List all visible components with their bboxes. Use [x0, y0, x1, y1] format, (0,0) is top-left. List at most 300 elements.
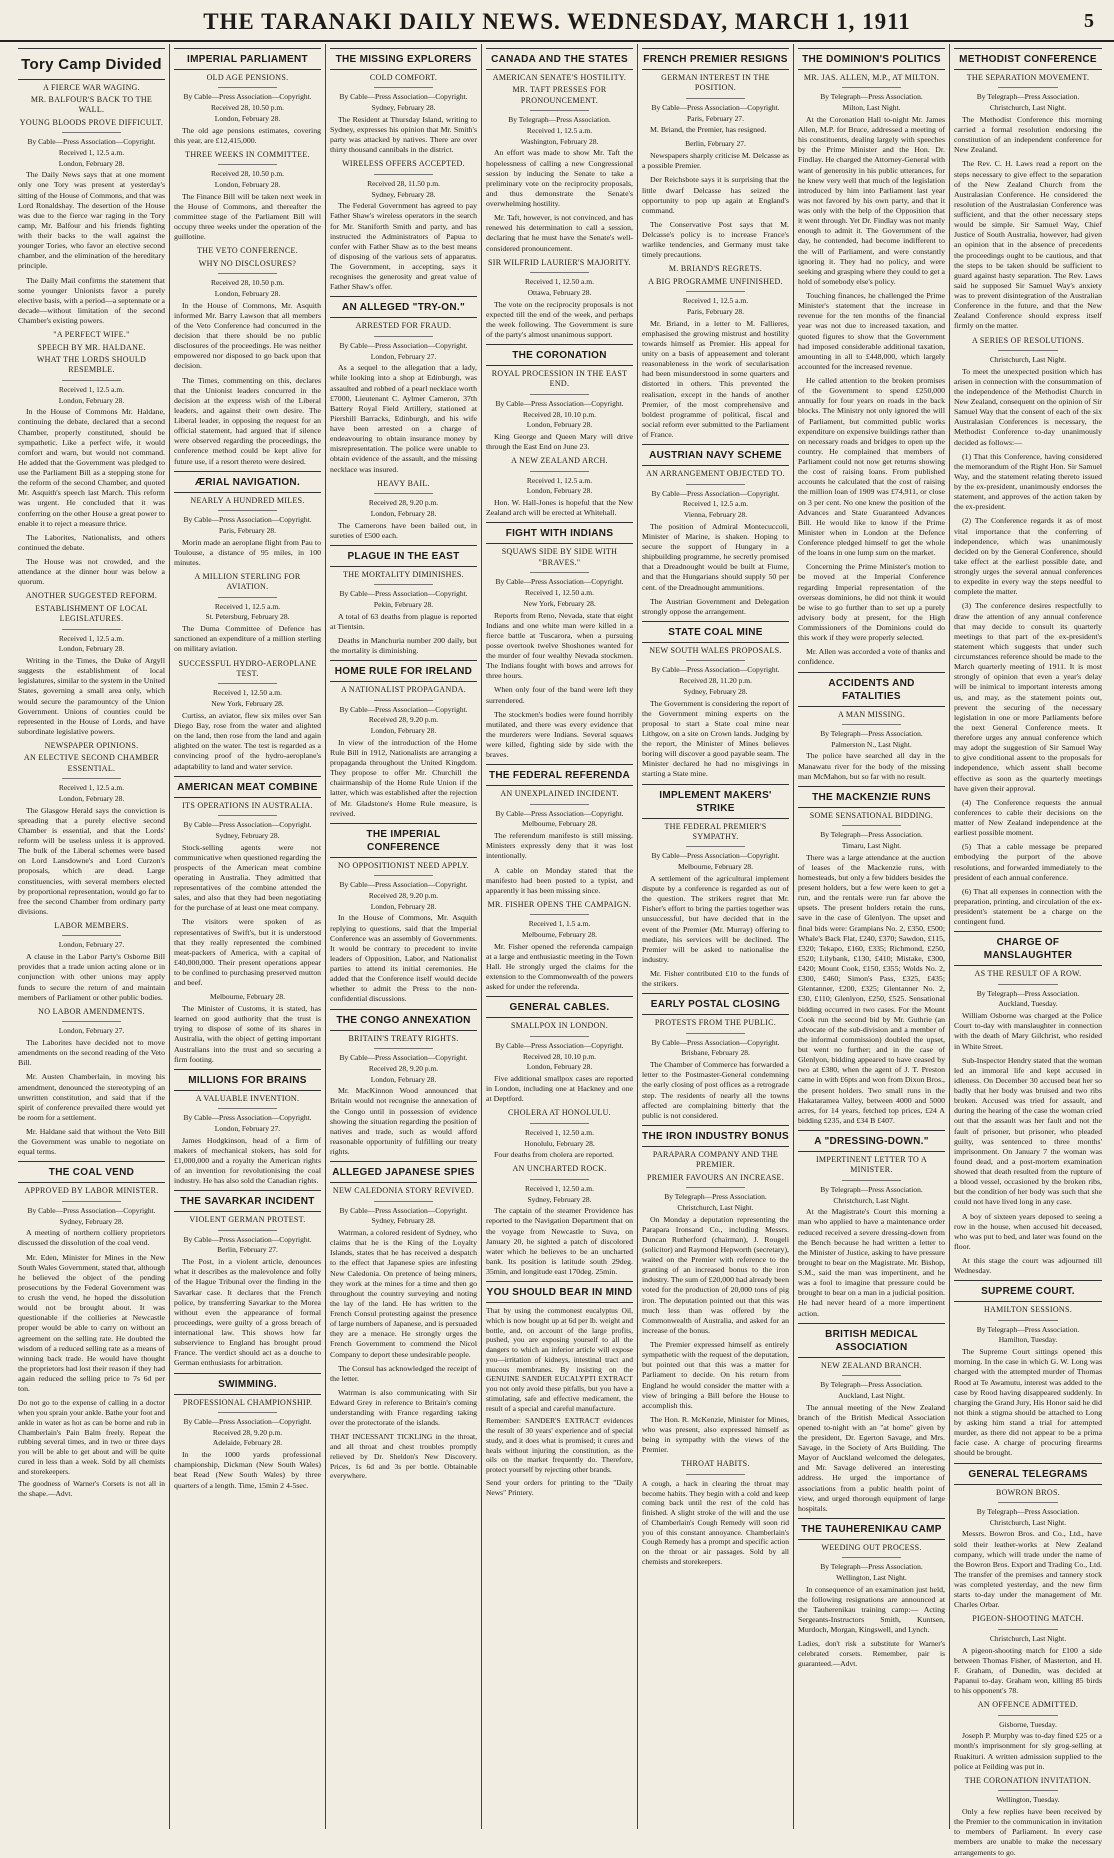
- story-paragraph: Mr. Haldane said that without the Veto Bill the Government was unable to negotiate on equal terms.: [18, 1127, 165, 1157]
- dateline: Sydney, February 28.: [215, 830, 280, 840]
- dateline: Ottawa, February 28.: [527, 287, 592, 297]
- dateline: By Telegraph—Press Association.: [820, 1184, 923, 1194]
- subheading: ANOTHER SUGGESTED REFORM.: [25, 591, 158, 601]
- dateline: By Cable—Press Association—Copyright.: [183, 1416, 312, 1426]
- dateline: London, February 27.: [214, 1123, 281, 1133]
- divider: [530, 1179, 589, 1180]
- story-paragraph: At this stage the court was adjourned till Wednesday.: [954, 1256, 1102, 1276]
- section-heading: AMERICAN MEAT COMBINE: [174, 776, 321, 798]
- subheading: SPEECH BY MR. HALDANE.: [37, 342, 146, 352]
- dateline: London, February 28.: [58, 793, 125, 803]
- story-paragraph: The Rev. C. H. Laws read a report on the steps necessary to give effect to the separation of the New Zealand Church from the Australasian Conference. He considered the resolution of the Australasian Conference was sufficient, and that the other necessary steps would be simple. Sir Samuel Way, Chief Justice of South Australia, however, had given an opinion that in the absence of precedents the proceedings ought to be cautious, and that the steps to be taken should be sufficient to guard against hasty separation. The Rev. Laws said he supposed Sir Samuel Way's anxiety was to prevent disintegration of the Australian Conference in the future, and that the New Zealand Conference should express itself firmly on the matter.: [954, 159, 1102, 331]
- section-heading: EARLY POSTAL CLOSING: [642, 993, 789, 1015]
- story-paragraph: The vote on the reciprocity proposals is not expected till the end of the week, and perhaps the week following. The Government is sure of the party's almost unanimous support.: [486, 299, 633, 339]
- story-paragraph: The Federal Government has agreed to pay Father Shaw's wireless operators in the search for Mr. Staniforth Smith and party, and has instructed the Administrators of Papua to confer with Father Shaw as to the best means of disposing of the various sets of apparatus. The Government, in accepting, says it recognises the generosity and great value of Father Shaw's offer.: [330, 201, 477, 292]
- dateline: Received 28, 10.50 p.m.: [210, 278, 285, 288]
- story-paragraph: The Chamber of Commerce has forwarded a letter to the Postmaster-General condemning the early closing of post offices as a retrograde step. The residents of nearly all the towns affected are complaining bitterly that the public is not considered.: [642, 1060, 789, 1120]
- dateline: Auckland, Tuesday.: [998, 999, 1058, 1009]
- divider: [530, 272, 589, 273]
- dateline: By Telegraph—Press Association.: [976, 92, 1080, 102]
- story-paragraph: King George and Queen Mary will drive through the East End on June 23.: [486, 432, 633, 452]
- story-paragraph: A total of 63 deaths from plague is reported at Tientsin.: [330, 611, 477, 631]
- dateline: By Cable—Press Association—Copyright.: [495, 808, 624, 818]
- story-paragraph: In the House of Commons, Mr. Asquith replying to questions, said that the Imperial Conference was an assembly of Governments. It would be contrary to precedent to invite leaders of Opposition, Labor, and Nationalist parties to attend its initial ceremonies. He added that the Conference itself would decide whether to admit the Press to the non-confidential discussions.: [330, 913, 477, 1004]
- dateline: Sydney, February 28.: [59, 1216, 124, 1226]
- story-paragraph: Touching finances, he challenged the Prime Minister's statement that the increase in revenue for the ten months of the financial year was not due to increased taxation, and quoted figures to show that the Government had imposed considerable additional taxation, amounting in all to £448,000, which largely accounted for the increased revenue.: [798, 291, 945, 371]
- subheading: A NATIONALIST PROPAGANDA.: [340, 685, 467, 695]
- subheading: SOME SENSATIONAL BIDDING.: [809, 810, 934, 820]
- subheading: THE VETO CONFERENCE.: [196, 246, 299, 256]
- story-paragraph: The Conservative Post says that M. Delcasse's policy is to increase France's warlike tendencies, and Germany must take timely precautions.: [642, 219, 789, 260]
- dateline: By Telegraph—Press Association.: [508, 115, 611, 125]
- subheading: THROAT HABITS.: [681, 1459, 750, 1469]
- section-heading: THE MISSING EXPLORERS: [330, 48, 477, 70]
- story-paragraph: (1) That this Conference, having considered the memorandum of the Right Hon. Sir Samuel Way, and the statement relating thereto issued by the ex-president, unanimously endorses the statement, and approves of the action taken by the ex-president.: [954, 451, 1102, 512]
- story-paragraph: In view of the introduction of the Home Rule Bill in 1912, Nationalists are arranging a propaganda throughout the United Kingdom. They propose to offer Mr. Churchill the chairmanship of the Home Rule Union if the latter, which was established after the rejection of Mr. Gladstone's Home Rule measure, is revived.: [330, 737, 477, 818]
- subheading: ARRESTED FOR FRAUD.: [355, 321, 452, 331]
- divider: [62, 1201, 121, 1202]
- story-paragraph: A clause in the Labor Party's Osborne Bill provides that a trade union acting alone or in conjunction with other unions may apply funds to secure the return of and maintain members of Parliament or other public bodies.: [18, 952, 165, 1002]
- section-heading: ACCIDENTS AND FATALITIES: [798, 672, 945, 707]
- section-heading: MILLIONS FOR BRAINS: [174, 1069, 321, 1091]
- story-paragraph: There was a large attendance at the auction of leases of the Mackenzie runs, with homesteads, but only a few bidders besides the present holders, but a few were keen to get a run, and the rentals were run far above the upsets. The present holders retain the runs, save in the case of Glenlyon. The upset and final bids were: Grampians No. 2, £350, £500; Whale's Back Flat, £240, £370; Sawdon, £115, £320; Tekapo, £160, £335; Richmond, £250, £520; Lilybank, £130, £410; Mistake, £300, £420; Mount Cook, £150, £355; Wolds No. 2, £300, £460; Simon's Pass, £325, £435; Glentanner, £200, £325; Glentanner No. 2, £30, £110; Glenlyon, £250, £525. Sensational bidding occurred in two cases. For the Mount Cook run the second bid by Mr. Guthrie (an advocate of the sub-division and a member of the informal commission) doubled the upset, but went no further; and in the case of Glenlyon, bidding appeared to have ceased by two at £380, when the agent of J. T. Preston came in with £6pts and won from Dixon Bros., the present holders. Two small runs in the Hakataramea Valley, between 4000 and 5000 acres, for 14 years, fetched top prices, £24 A bidding £235, and £34 B £407.: [798, 852, 945, 1125]
- dateline: By Telegraph—Press Association.: [820, 1380, 923, 1390]
- divider: [218, 597, 277, 598]
- advertisement: That by using the commonest eucalyptus Oil, which is now bought up at 6d per lb. weight and bottle, and, on account of the large profits, pushed, you are exposing yourself to all the dangers to which an inferior article will expose you—irritation of kidneys, intestinal tract and mucous membranes. By insisting on the GENUINE SANDER EUCALYPTI EXTRACT you not only avoid these pitfalls, but you have a stimulating, safe and effective medicament, the result of a special and careful manufacture.: [486, 1306, 633, 1413]
- story-paragraph: Mr. MacKinnon Wood announced that Britain would not recognise the annexation of the Congo until in possession of evidence showing the situation regarding the position of natives and trade, such as would afford reasonable opportunity of fulfilling our treaty rights.: [330, 1086, 477, 1156]
- story-paragraph: (3) The conference desires respectfully to draw the attention of any annual conference that may decide to consult its quarterly meetings to that part of the ex-president's statement which suggests that under such circumstances reference should be made to the March quarterly meeting of 1911. It is most strongly of opinion that even a year's delay will be inimical to important interests among us, and may, as the statement points out, prevent the securing of the necessary legislation in one or more Parliaments before the next General Conference meets. It therefore urges any annual conference which may adopt the suggestion of Sir Samuel Way to give conditional assent to the proposals for independence, which assent shall become effective as soon as the quarterly meetings have given their approval.: [954, 601, 1102, 793]
- dateline: Received 28, 9.20 p.m.: [212, 1427, 283, 1437]
- section-heading: THE CORONATION: [486, 344, 633, 366]
- story-paragraph: William Osborne was charged at the Police Court to-day with manslaughter in connection with the death of Mary Gilchrist, who resided in White Street.: [954, 1011, 1102, 1051]
- dateline: By Cable—Press Association—Copyright.: [339, 92, 468, 102]
- section-heading: SUPREME COURT.: [954, 1280, 1102, 1302]
- dateline: Timaru, Last Night.: [841, 840, 902, 850]
- news-column: [638, 44, 794, 1829]
- section-heading: AN ALLEGED "TRY-ON.": [330, 296, 477, 318]
- subheading: NO LABOR AMENDMENTS.: [38, 1006, 145, 1016]
- story-paragraph: Concerning the Prime Minister's motion to be moved at the Imperial Conference regarding Imperial representation of the overseas dominions, he did not think it would be wise to go further than to set up a purely advisory body at present, for the High Commissioners of the Dominions could do this work if they were properly selected.: [798, 562, 945, 643]
- section-heading: AUSTRIAN NAVY SCHEME: [642, 444, 789, 466]
- divider: [218, 815, 277, 816]
- news-column: [794, 44, 950, 1829]
- dateline: Received 28, 9.20 p.m.: [368, 890, 439, 900]
- section-heading: THE COAL VEND: [18, 1161, 165, 1183]
- dateline: Received 1, 12.5 a.m.: [58, 783, 125, 793]
- subheading: VIOLENT GERMAN PROTEST.: [189, 1215, 306, 1225]
- story-paragraph: Deaths in Manchuria number 200 daily, but the mortality is diminishing.: [330, 635, 477, 656]
- story-paragraph: Four deaths from cholera are reported.: [494, 1150, 614, 1160]
- subheading: PIGEON-SHOOTING MATCH.: [972, 1614, 1084, 1624]
- story-paragraph: The visitors were spoken of as representatives of Swift's, but it is understood that they really represented the combined meat-packers of America, with a capital of £40,000,000. Their present operations appear to be confined to purchasing preserved mutton and beef.: [174, 917, 321, 988]
- section-heading: ÆRIAL NAVIGATION.: [174, 471, 321, 493]
- story-paragraph: (2) The Conference regards it as of most vital importance that the conferring of independence, which was unanimously decided on by the General Conference, should take effect at the earliest possible date, and strongly urges the several annual conferences to expedite in every way the steps needful to complete the matter.: [954, 516, 1102, 597]
- advertisement: Ladies, don't risk a substitute for Warner's celebrated corsets. Remember, pair is guaranteed.—Advt.: [798, 1639, 945, 1668]
- divider: [374, 875, 433, 876]
- subheading: "A PERFECT WIFE.": [53, 330, 130, 340]
- divider: [686, 660, 745, 661]
- story-paragraph: Newspapers sharply criticise M. Delcasse as a possible Premier.: [642, 151, 789, 171]
- dateline: By Cable—Press Association—Copyright.: [651, 851, 780, 861]
- subheading: PROTESTS FROM THE PUBLIC.: [654, 1018, 777, 1028]
- story-paragraph: The stockmen's bodies were found horribly mutilated, and there was every evidence that the murderers were Indians. Several squaws were killed, fighting side by side with the braves.: [486, 709, 633, 760]
- dateline: London, February 28.: [370, 726, 437, 736]
- dateline: Received 1, 12.50 a.m.: [213, 688, 282, 698]
- subheading: THREE WEEKS IN COMMITTEE.: [185, 149, 310, 159]
- divider: [842, 1557, 901, 1558]
- story-paragraph: The Consul has acknowledged the receipt of the letter.: [330, 1363, 477, 1383]
- dateline: By Cable—Press Association—Copyright.: [339, 880, 468, 890]
- dateline: By Cable—Press Association—Copyright.: [495, 577, 624, 587]
- dateline: By Cable—Press Association—Copyright.: [339, 704, 468, 714]
- dateline: By Cable—Press Association—Copyright.: [495, 398, 624, 408]
- dateline: By Cable—Press Association—Copyright.: [27, 1205, 156, 1215]
- divider: [218, 164, 277, 165]
- story-paragraph: In the 1000 yards professional championship, Dickman (New South Wales) beat Read (New South Wales) by three quarters of a length. Time, 15min 2 4-5sec.: [174, 1450, 321, 1490]
- subheading: NEARLY A HUNDRED MILES.: [190, 495, 305, 505]
- divider: [374, 493, 433, 494]
- subheading: NO OPPOSITIONIST NEED APPLY.: [338, 860, 469, 870]
- section-heading: SWIMMING.: [174, 1373, 321, 1395]
- subheading: ESTABLISHMENT OF LOCAL LEGISLATURES.: [35, 603, 148, 624]
- dateline: By Cable—Press Association—Copyright.: [339, 589, 468, 599]
- dateline: London, February 28.: [214, 113, 281, 123]
- dateline: Christchurch, Last Night.: [989, 1633, 1067, 1643]
- subheading: AN UNCHARTED ROCK.: [512, 1164, 607, 1174]
- subheading: APPROVED BY LABOR MINISTER.: [24, 1186, 159, 1196]
- story-paragraph: A settlement of the agricultural implement dispute by a conference is regarded as out of the question. The strikers regret that Mr. Fisher's effort to bring the parties together was unsuccessful, but have decided that in the event of the Premier (Mr. Murray) offering to mediate, his services will be declined. The Premier will be asked to nationalise the industry.: [642, 873, 789, 964]
- dateline: By Cable—Press Association—Copyright.: [183, 1113, 312, 1123]
- dateline: Melbourne, February 28.: [678, 862, 753, 872]
- dateline: Hamilton, Tuesday.: [998, 1335, 1058, 1345]
- dateline: Christchurch, Last Night.: [677, 1202, 754, 1212]
- dateline: By Telegraph—Press Association.: [976, 1324, 1080, 1334]
- story-paragraph: The Resident at Thursday Island, writing to Sydney, expresses his opinion that Mr. Smith's party was attacked by natives. There are over thirty thousand cannibals in the district.: [330, 114, 477, 155]
- dateline: Wellington, Tuesday.: [996, 1795, 1060, 1805]
- story-paragraph: The Post, in a violent article, denounces what it describes as the malevolence and folly of the Hague Tribunal over the finding in the Savarkar case. It declares that the French police, by transferring Savarkar to the Morea without even the appearance of formal proceedings, were guilty of a gross breach of international law. This shows how far subservience to England has brought proud France. The verdict should act as a douche to German enthusiasts for arbitration.: [174, 1257, 321, 1368]
- dateline: Palmerston N., Last Night.: [831, 739, 912, 749]
- subheading: THE CORONATION INVITATION.: [964, 1775, 1092, 1785]
- subheading: A VALUABLE INVENTION.: [195, 1093, 300, 1103]
- divider: [686, 846, 745, 847]
- section-heading: PLAGUE IN THE EAST: [330, 545, 477, 567]
- subheading: AN OFFENCE ADMITTED.: [977, 1700, 1079, 1710]
- story-paragraph: Hon. W. Hall-Jones is hopeful that the New Zealand arch will be erected at Whitehall.: [486, 498, 633, 518]
- dateline: By Cable—Press Association—Copyright.: [651, 102, 780, 112]
- subheading: AN ARRANGEMENT OBJECTED TO.: [646, 469, 785, 479]
- dateline: Received 28, 10.50 p.m.: [210, 169, 285, 179]
- section-heading: STATE COAL MINE: [642, 621, 789, 643]
- dateline: Received 1, 12.50 a.m.: [525, 277, 594, 287]
- subheading: AS THE RESULT OF A ROW.: [974, 969, 1082, 979]
- advertisement: Do not go to the expense of calling in a doctor when you sprain your ankle. Bathe your foot and ankle in water as hot as can be borne and rub in Chamberlain's Pain Balm freely. Repeat the rubbing several times, and in two or three days you will be able to get about and will be quite cured in less than a week. Sold by all chemists and storekeepers.: [18, 1398, 165, 1476]
- dateline: Received 1, 12.5 a.m.: [526, 125, 593, 135]
- story-paragraph: Mr. Briand, in a letter to M. Fallieres, emphasised the growing mistrust and hostility towards himself as Premier. His appeal for unity on a basis of appeasement and tolerant reasonableness in the work of secularisation had been misunderstood in some quarters and distorted in others. This prevented the realisation, except in the hands of another Premier, of the most comprehensive and boldest programme of political, fiscal and social reform ever submitted to the Parliament of France.: [642, 318, 789, 440]
- subheading: GERMAN INTEREST IN THE POSITION.: [661, 73, 770, 93]
- story-paragraph: The police have searched all day in the Manawatu river for the body of the missing man McMahon, but so far with no result.: [798, 751, 945, 781]
- story-paragraph: In the House of Commons, Mr. Asquith informed Mr. Barry Lawson that all members of the Veto Conference had concurred in the decision that there should be no public disclosures of the proceedings. He was neither empowered nor disposed to go back upon that decision.: [174, 300, 321, 371]
- story-paragraph: At the Magistrate's Court this morning a man who applied to have a maintenance order reduced received a severe dressing-down from the Bench because he had written a letter to the Minister of Justice, asking to have pressure brought to bear on the Magistrate. Mr. Bishop, S.M., said the man was impertinent, and he was a fool to imagine that pressure could be brought to bear on a man in a judicial position. He had never heard of a more impertinent action.: [798, 1207, 945, 1318]
- subheading: SIR WILFRID LAURIER'S MAJORITY.: [488, 257, 631, 267]
- subheading: ROYAL PROCESSION IN THE EAST END.: [491, 369, 628, 389]
- dateline: London, February 27.: [58, 940, 125, 950]
- dateline: By Cable—Press Association—Copyright.: [495, 1040, 624, 1050]
- section-heading: THE IMPERIAL CONFERENCE: [330, 823, 477, 858]
- dateline: Received 1, 1.5 a.m.: [528, 919, 591, 929]
- dateline: Received 28, 9.20 p.m.: [368, 1063, 439, 1073]
- subheading: M. BRIAND'S REGRETS.: [668, 264, 763, 274]
- story-paragraph: Mr. Fisher opened the referenda campaign at a large and enthusiastic meeting in the Town Hall. He strongly urged the claims for the extension to the Commonwealth of the powers asked for under the referenda.: [486, 941, 633, 992]
- divider: [218, 683, 277, 684]
- dateline: London, February 28.: [58, 395, 125, 405]
- subheading: SQUAWS SIDE BY SIDE WITH "BRAVES.": [501, 547, 618, 567]
- divider: [998, 1320, 1057, 1321]
- divider: [374, 1048, 433, 1049]
- story-paragraph: M. Briand, the Premier, has resigned.: [650, 125, 767, 135]
- divider: [998, 1629, 1057, 1630]
- dateline: By Cable—Press Association—Copyright.: [27, 137, 156, 147]
- dateline: By Telegraph—Press Association.: [820, 92, 923, 102]
- divider: [686, 291, 745, 292]
- story-paragraph: The referendum manifesto is still missing. Ministers expressly deny that it was lost intentionally.: [486, 831, 633, 861]
- subheading: NEW CALEDONIA STORY REVIVED.: [332, 1186, 475, 1196]
- dateline: By Cable—Press Association—Copyright.: [183, 1234, 312, 1244]
- advertisement: A cough, a hack in clearing the throat may become habits. They begin with a cold and keep coming back until the rest of the cold has finished. A slight stroke of the will and the use of Chamberlain's Cough Remedy will soon rid you of this constant annoyance. Chamberlain's Cough Remedy has a prompt and specific action on the throat or air passages. Sold by all chemists and storekeepers.: [642, 1478, 789, 1566]
- story-paragraph: The captain of the steamer Providence has reported to the Navigation Department that on the voyage from Newcastle to Suva, on January 20, he sighted a patch of discolored water which he believes to be an uncharted bank. Its position is latitude south 29deg. 35min, and longitude east 170deg. 25min.: [486, 1206, 633, 1277]
- news-column: [950, 44, 1106, 1857]
- story-paragraph: A cable on Monday stated that the manifesto had been posted to a typist, and apparently it has been missing since.: [486, 865, 633, 895]
- dateline: Sydney, February 28.: [371, 189, 436, 199]
- dateline: London, February 28.: [58, 644, 125, 654]
- divider: [998, 87, 1057, 88]
- story-paragraph: Morin made an aeroplane flight from Pau to Toulouse, a distance of 95 miles, in 100 minutes.: [174, 537, 321, 567]
- story-paragraph: Curtiss, an aviator, flew six miles over San Diego Bay, rose from the water and alighted on the land, then rose from the land and again alighted on the water. The test is regarded as a convincing proof of the hydro-aeroplane's adaptability to land and water service.: [174, 710, 321, 771]
- dateline: Paris, February 27.: [686, 113, 745, 123]
- masthead: [0, 0, 1114, 42]
- section-heading: GENERAL CABLES.: [486, 996, 633, 1018]
- dateline: Received 1, 12.5 a.m.: [526, 475, 593, 485]
- story-paragraph: At the Coronation Hall to-night Mr. James Allen, M.P. for Bruce, addressed a meeting of his constituents, dealing largely with speeches by the Prime Minister and the Hon. Dr. Findlay. He charged the Attorney-General with want of generosity in his public utterances, for he knew very well that much of the legislation introduced by him into Parliament last year was not favored by his own party, and that it was only with the help of the Opposition that it went through. Yet Dr. Findlay was not manly enough to admit it. The Government of the day, he contended, had become indifferent to the will of Parliament, and were constantly ignoring it. They had no policy, and were seeking and grasping where they could to get a hold of somebody else's policy.: [798, 114, 945, 286]
- dateline: Brisbane, February 28.: [681, 1048, 750, 1058]
- dateline: By Cable—Press Association—Copyright.: [651, 1037, 780, 1047]
- columns-container: [14, 44, 1106, 1857]
- subheading: MR. FISHER OPENS THE CAMPAIGN.: [487, 899, 632, 909]
- subheading: PREMIER FAVOURS AN INCREASE.: [646, 1172, 785, 1182]
- subheading: BOWRON BROS.: [995, 1487, 1061, 1497]
- section-heading: BRITISH MEDICAL ASSOCIATION: [798, 1323, 945, 1358]
- dateline: Melbourne, February 28.: [522, 819, 597, 829]
- divider: [998, 984, 1057, 985]
- story-paragraph: The Hon. R. McKenzie, Minister for Mines, who was present, also expressed himself as being in sympathy with the views of the Premier.: [642, 1414, 789, 1455]
- dateline: New York, February 28.: [211, 699, 284, 709]
- divider: [62, 1021, 121, 1022]
- dateline: London, February 28.: [58, 158, 125, 168]
- subheading: WHY NO DISCLOSURES?: [198, 258, 297, 268]
- subheading: MR. TAFT PRESSES FOR PRONOUNCEMENT.: [512, 85, 607, 105]
- subheading: THE MORTALITY DIMINISHES.: [343, 569, 464, 579]
- story-paragraph: (5) That a cable message be prepared embodying the purport of the above resolutions, and forwarded immediately to the president of each annual conference.: [954, 842, 1102, 882]
- dateline: Honolulu, February 28.: [524, 1138, 595, 1148]
- news-column: [14, 44, 170, 1829]
- story-paragraph: The Premier expressed himself as entirely sympathetic with the request of the deputation, but pointed out that this was a matter for Parliament to decide. On his return from England he would consider the matter with a view of bringing a Bill before the House to accomplish this.: [642, 1340, 789, 1410]
- dateline: Paris, February 28.: [218, 525, 277, 535]
- story-paragraph: A meeting of northern colliery proprietors discussed the dissolution of the coal vend.: [18, 1228, 165, 1248]
- section-heading: THE TAUHERENIKAU CAMP: [798, 1518, 945, 1540]
- subheading: AN ELECTIVE SECOND CHAMBER ESSENTIAL.: [23, 753, 160, 773]
- section-heading: IMPLEMENT MAKERS' STRIKE: [642, 784, 789, 819]
- story-paragraph: Messrs. Bowron Bros. and Co., Ltd., have sold their leather-works at New Zealand company, which will trade under the name of the Bowron Bros. Export and Trading Co., Ltd. The transfer of the premises and tannery stock was completed yesterday, and the new firm starts to-day under the management of Mr. Charles Orbar.: [954, 1529, 1102, 1610]
- subheading: AN UNEXPLAINED INCIDENT.: [500, 789, 619, 799]
- story-paragraph: Writing in the Times, the Duke of Argyll suggests the establishment of local legislatures, similar to the system in the United States, governing a small area only, which would secure the paramountcy of the Union Government. Unions of counties could be represented in the House of Lords, and have subordinate legislative powers.: [18, 656, 165, 736]
- section-heading: CANADA AND THE STATES: [486, 48, 633, 70]
- dateline: Sydney, February 28.: [371, 1216, 436, 1226]
- dateline: Adelaide, February 28.: [212, 1438, 283, 1448]
- section-heading: HOME RULE FOR IRELAND: [330, 660, 477, 682]
- divider: [530, 1036, 589, 1037]
- dateline: Melbourne, February 28.: [522, 930, 597, 940]
- dateline: London, February 28.: [214, 180, 281, 190]
- dateline: Melbourne, February 28.: [210, 992, 285, 1002]
- dateline: Pekin, February 28.: [373, 599, 434, 609]
- news-column: [170, 44, 326, 1829]
- dateline: Received 28, 9.20 p.m.: [368, 715, 439, 725]
- section-heading: THE SAVARKAR INCIDENT: [174, 1190, 321, 1212]
- story-paragraph: In the House of Commons Mr. Haldane, continuing the debate, declared that a second Chamber, properly constituted, should be sympathetic. Like a perfect wife, it would comfort and warn, but would not command. He added that the Government was pledged to use the Parliament Bill as a stepping stone for the reform of the second Chamber, and quoted Mr. Asquith's speech last March. This reform was urgent. He concluded that it was conferring on the other House a great power to enable it to reject a measure thrice.: [18, 407, 165, 528]
- dateline: By Telegraph—Press Association.: [976, 1506, 1080, 1516]
- page-number: 5: [1084, 10, 1094, 32]
- story-paragraph: The Austrian Government and Delegation strongly oppose the arrangement.: [642, 596, 789, 616]
- dateline: By Telegraph—Press Association.: [976, 988, 1080, 998]
- dateline: Sydney, February 28.: [683, 686, 748, 696]
- section-heading: YOU SHOULD BEAR IN MIND: [486, 1281, 633, 1303]
- section-heading: GENERAL TELEGRAMS: [954, 1463, 1102, 1485]
- section-heading: THE IRON INDUSTRY BONUS: [642, 1125, 789, 1147]
- divider: [686, 98, 745, 99]
- dateline: Auckland, Last Night.: [838, 1390, 905, 1400]
- subheading: MR. JAS. ALLEN, M.P., AT MILTON.: [803, 73, 940, 82]
- story-paragraph: The Finance Bill will be taken next week in the House of Commons, and thereafter the committee stage of the Parliament Bill will occupy three weeks under the operation of the guillotine.: [174, 191, 321, 242]
- story-paragraph: Mr. Eden, Minister for Mines in the New South Wales Government, stated that, although he believed the object of the pending prosecutions by the Federal Government was to crush the vend, he hoped the dissolution would not be brought about. It was questionable if the collieries at Newcastle proper would be able to carry on without an agreement on the selling rate. He doubted the wisdom of a reduced selling rate as a means of winning back trade. He would have thought the proprietors had lost their reason if they had again reduced the selling price to 7s 6d per ton.: [18, 1252, 165, 1394]
- dateline: London, February 28.: [526, 486, 593, 496]
- divider: [530, 804, 589, 805]
- story-paragraph: Joseph P. Murphy was to-day fined £25 or a month's imprisonment for sly grog-selling at Ruakituri. A written admission supplied to the police at Feilding was put in.: [954, 1731, 1102, 1771]
- divider: [218, 1230, 277, 1231]
- subheading: MR. BALFOUR'S BACK TO THE WALL.: [30, 94, 153, 115]
- story-paragraph: The Glasgow Herald says the conviction is spreading that a purely elective second Chamber is essential, and that the Lords' reform will be useless unless it is approved. The bulk of the Liberal schemes were based on Lord Lansdowne's and Lord Curzon's proposals, which are dead. Large constituencies, with several members elected by proportional representation, would go far to free the second Chamber from ordinary party divisions.: [18, 805, 165, 916]
- dateline: Received 1, 12.5 a.m.: [58, 147, 125, 157]
- divider: [62, 132, 121, 133]
- dateline: London, February 27.: [58, 1026, 125, 1036]
- story-paragraph: Mr. Taft, however, is not convinced, and has renewed his determination to call a session, declaring that he must have the Senate's well-considered pronouncement.: [486, 213, 633, 253]
- divider: [62, 778, 121, 779]
- story-paragraph: The Laborites, Nationalists, and others continued the debate.: [18, 532, 165, 552]
- divider: [530, 394, 589, 395]
- section-heading: ALLEGED JAPANESE SPIES: [330, 1161, 477, 1183]
- section-heading: THE FEDERAL REFERENDA: [486, 764, 633, 786]
- divider: [62, 629, 121, 630]
- subheading: WEEDING OUT PROCESS.: [821, 1542, 922, 1552]
- dateline: By Cable—Press Association—Copyright.: [183, 820, 312, 830]
- story-paragraph: A pigeon-shooting match for £100 a side between Thomas Fisher, of Masterton, and H. F. Graham, of Dunedin, was decided at Papanui to-day. Graham won, killing 85 birds to his opponent's 78.: [954, 1645, 1102, 1696]
- divider: [842, 1375, 901, 1376]
- divider: [686, 1187, 745, 1188]
- divider: [374, 336, 433, 337]
- dateline: London, February 28.: [214, 288, 281, 298]
- divider: [218, 1412, 277, 1413]
- story-paragraph: Only a few replies have been received by the Premier to the communication in invitation to members of Parliament. In every case members are unable to make the necessary arrangements to go.: [954, 1807, 1102, 1857]
- story-paragraph: The House was not crowded, and the attendance at the dinner hour was below a quorum.: [18, 557, 165, 587]
- story-paragraph: On Monday a deputation representing the Parapara Ironsand Co., including Messrs. Duncan Rutherford (chairman), J. Rougeli (solicitor) and Raymond Hepworth (secretary), waited on the Premier with reference to the granting of an increased bonus to the iron industry. The sum of £20,000 had already been voted for the production of 20,000 tons of pig iron. The deputation pointed out that this was much less than was offered by the Commonwealth of Australia, and asked for an increase of the bonus.: [642, 1214, 789, 1335]
- dateline: Gisborne, Tuesday.: [999, 1719, 1057, 1729]
- divider: [374, 87, 433, 88]
- dateline: Received 1, 12.5 a.m.: [58, 633, 125, 643]
- dateline: London, February 28.: [370, 1074, 437, 1084]
- story-paragraph: Sub-Inspector Hendry stated that the woman led an immoral life and kept accused in idleness. On December 30 accused beat her so badly that her body was bruised and two ribs broken. Accused was tried for assault, and during the hearing of the case the woman cried out that the assault was her fault and not the fault of prisoner, but prisoner, who pleaded guilty, was sentenced to three months' imprisonment. On January 7 the woman was found dead, and a post-mortem examination showed that death resulted from the rupture of a blood vessel, occasioned by the broken ribs, but the condition of her body was such that she could not have lived long in any case.: [954, 1055, 1102, 1207]
- divider: [374, 1201, 433, 1202]
- story-paragraph: As a sequel to the allegation that a lady, while looking into a shop at Edinburgh, was assaulted and robbed of a pearl necklace worth £7000, Lieutenant C. Aylmer Cameron, 37th Battery Royal Field Artillery, stationed at Piershill Barracks, Edinburgh, and his wife have been arrested on a charge of endeavouring to obtain insurance money by misrepresentation. The police were unable to obtain evidence of the assault, and the missing necklace was insured.: [330, 363, 477, 474]
- story-paragraph: The position of Admiral Montecuccoli, Minister of Marine, is shaken. Hoping to secure the support of Hungary in a shipbuilding programme, he secretly promised that a Dreadnought would be built at Fiume, and that the Hungarians should supply 50 per cent. of the Dreadnought ammunitions.: [642, 521, 789, 592]
- subheading: WIRELESS OFFERS ACCEPTED.: [342, 159, 465, 169]
- subheading: SUCCESSFUL HYDRO-AEROPLANE TEST.: [178, 658, 317, 678]
- dateline: Received 28, 11.20 p.m.: [679, 676, 752, 686]
- subheading: PROFESSIONAL CHAMPIONSHIP.: [182, 1397, 313, 1407]
- newspaper-title: THE TARANAKI DAILY NEWS. WEDNESDAY, MARCH 1, 1911: [203, 9, 911, 34]
- divider: [686, 1033, 745, 1034]
- divider: [686, 484, 745, 485]
- divider: [530, 572, 589, 573]
- dateline: New York, February 28.: [523, 598, 596, 608]
- dateline: London, February 28.: [370, 901, 437, 911]
- story-paragraph: Mr. Allen was accorded a vote of thanks and confidence.: [798, 647, 945, 667]
- section-heading: FRENCH PREMIER RESIGNS: [642, 48, 789, 70]
- subheading: BRITAIN'S TREATY RIGHTS.: [348, 1033, 459, 1043]
- dateline: Received 1, 12.50 a.m.: [525, 1127, 594, 1137]
- advertisement: Remember: SANDER'S EXTRACT evidences the result of 30 years' experience and of special study, and it does what is promised; it cures and heals without injuring the constitution, as the oils on the market frequently do. Therefore, protect yourself by rejecting other brands.: [486, 1416, 633, 1475]
- subheading: SMALLPOX IN LONDON.: [510, 1021, 609, 1031]
- dateline: Received 1, 12.50 a.m.: [525, 588, 594, 598]
- divider: [218, 1108, 277, 1109]
- divider: [998, 1790, 1057, 1791]
- divider: [218, 510, 277, 511]
- story-paragraph: (6) That all expenses in connection with the preparation, printing, and circulation of the ex-president's statement be a charge on the contingent fund.: [954, 886, 1102, 927]
- dateline: Received 1, 12.5 a.m.: [682, 296, 749, 306]
- story-paragraph: Mr. Austen Chamberlain, in moving his amendment, denounced the stereotyping of an unwritten constitution, and said that if the spirit of conference prevailed there would yet be room for a settlement.: [18, 1072, 165, 1122]
- dateline: By Telegraph—Press Association.: [820, 1562, 923, 1572]
- subheading: NEW ZEALAND BRANCH.: [821, 1360, 922, 1370]
- dateline: By Cable—Press Association—Copyright.: [339, 340, 468, 350]
- divider: [842, 825, 901, 826]
- subheading: THE SEPARATION MOVEMENT.: [966, 73, 1090, 82]
- subheading: AMERICAN SENATE'S HOSTILITY.: [492, 73, 627, 82]
- story-paragraph: He called attention to the broken promises of the Government to spend £250,000 annually for four years on roads in the back blocks. The Ministry not only ignored the will of Parliament, but committed public works expenditure on expensive buildings rather than on necessary roads and bridges to open up the country. He complained that members of Parliament could not now get returns showing the cost of raising loans. From published accounts he calculated that the cost of raising the million loan of 1909 was £74,911, or close on 3 per cent. No one knew the position of the Advances and State Guaranteed Advances Bill. He would like to know if the Prime Minister when in London at the Defence Conference pledged himself to get the whole of the loans in one lump sum on the market.: [798, 376, 945, 558]
- dateline: Received 1, 12.5 a.m.: [58, 384, 125, 394]
- dateline: Received 28, 9.20 p.m.: [368, 498, 439, 508]
- news-column: [482, 44, 638, 1829]
- dateline: London, February 28.: [370, 508, 437, 518]
- dateline: Received 28, 10.10 p.m.: [522, 1051, 597, 1061]
- dateline: Received 1, 12.50 a.m.: [525, 1183, 594, 1193]
- subheading: LABOR MEMBERS.: [54, 921, 129, 931]
- subheading: A SERIES OF RESOLUTIONS.: [971, 335, 1085, 345]
- section-heading: CHARGE OF MANSLAUGHTER: [954, 931, 1102, 966]
- section-heading: THE DOMINION'S POLITICS: [798, 48, 945, 70]
- dateline: Received 28, 10.10 p.m.: [522, 409, 597, 419]
- subheading: THE FEDERAL PREMIER'S SYMPATHY.: [664, 821, 767, 841]
- story-paragraph: In consequence of an examination just held, the following resignations are announced at the Tauherenikau training camp:— Acting Sergeants-Instructors Smith, Kuntsen, Murdoch, Morgan, Kingswell, and Lynch.: [798, 1584, 945, 1635]
- story-paragraph: The Daily News says that at one moment only one Tory was present at yesterday's sitting of the House of Commons, and that was Lord Ronaldshay. The desertion of the House was due to the fierce war raging in the Tory camp, Mr. Balfour and his friends fighting with their backs to the wall against the younger Tories, who favor an elective second chamber, and the elimination of the hereditary principle.: [18, 170, 165, 271]
- story-paragraph: The old age pensions estimates, covering this year, are £12,415,000.: [174, 125, 321, 145]
- divider: [998, 1715, 1057, 1716]
